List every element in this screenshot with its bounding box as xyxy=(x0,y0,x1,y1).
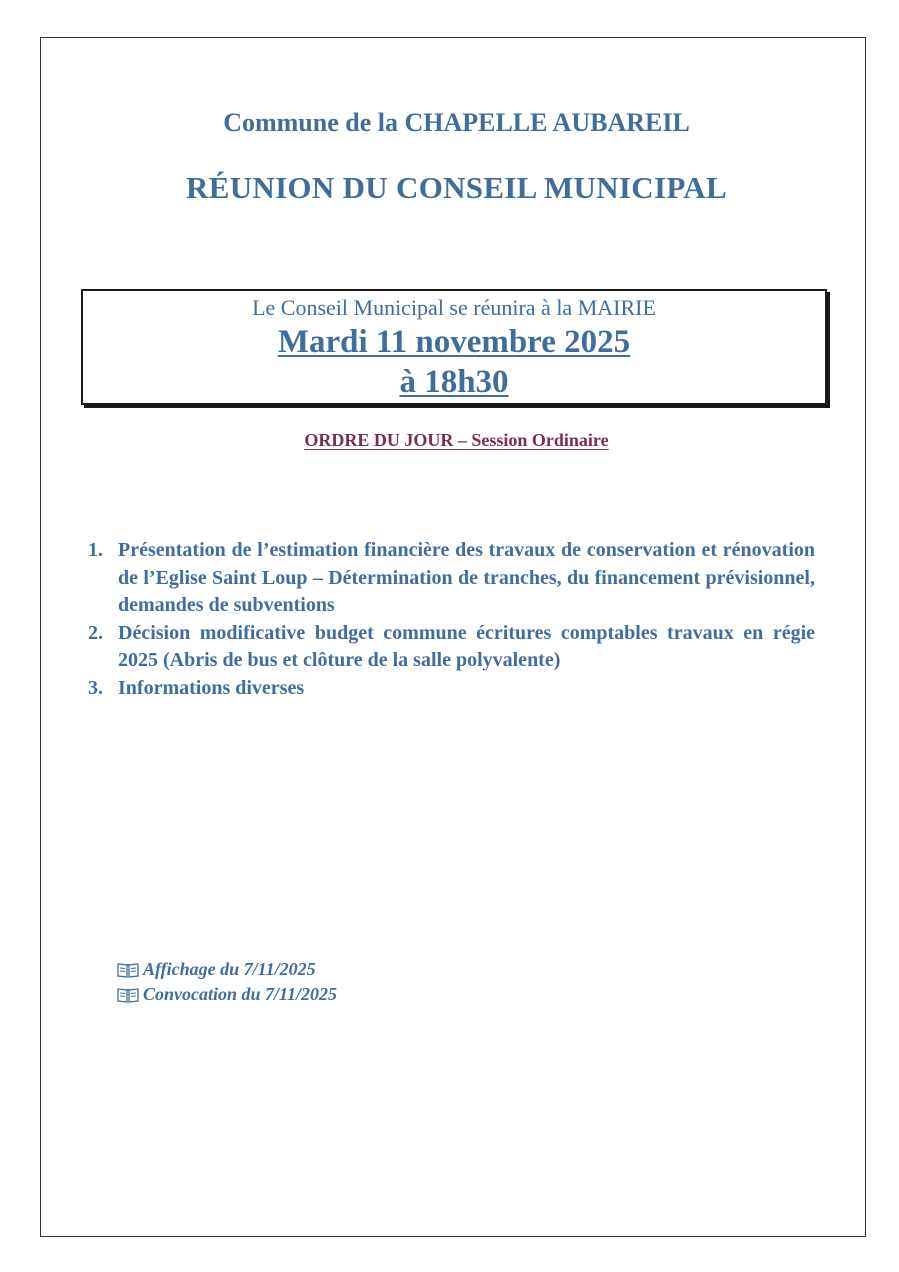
meeting-date: Mardi 11 novembre 2025 xyxy=(277,324,631,360)
agenda-item xyxy=(88,537,815,620)
agenda-item-number: 2. xyxy=(88,621,103,644)
agenda-heading: ORDRE DU JOUR – Session Ordinaire xyxy=(304,430,609,450)
convocation-box xyxy=(81,289,827,405)
agenda-item-text: Informations diverses xyxy=(118,676,305,699)
agenda-list xyxy=(88,537,815,702)
agenda-item-text: Décision modificative budget commune écritures comptables travaux en régie 2025 (Abris de bus et clôture de la salle polyvalente) xyxy=(118,621,815,671)
agenda-item-number: 3. xyxy=(88,676,103,699)
agenda-item-text: Présentation de l’estimation financière des travaux de conservation et rénovation de l’Eglise Saint Loup – Détermination de tranches, du financement prévisionnel, demandes de subventions xyxy=(118,539,815,616)
agenda-item xyxy=(88,620,815,675)
convocation-date-note xyxy=(116,982,337,1007)
footer-notes xyxy=(116,957,337,1007)
agenda-item xyxy=(88,675,815,703)
open-book-icon xyxy=(116,986,140,1004)
posting-date-note xyxy=(116,957,337,982)
agenda-item-number: 1. xyxy=(88,539,103,561)
convocation-intro: Le Conseil Municipal se réunira à la MAIRIE xyxy=(252,295,656,320)
posting-date-text: Affichage du 7/11/2025 xyxy=(143,959,316,979)
convocation-date-text: Convocation du 7/11/2025 xyxy=(143,984,338,1004)
meeting-title: RÉUNION DU CONSEIL MUNICIPAL xyxy=(186,170,727,205)
meeting-time: à 18h30 xyxy=(399,364,509,400)
commune-title: Commune de la CHAPELLE AUBAREIL xyxy=(223,108,690,137)
open-book-icon xyxy=(116,961,140,979)
